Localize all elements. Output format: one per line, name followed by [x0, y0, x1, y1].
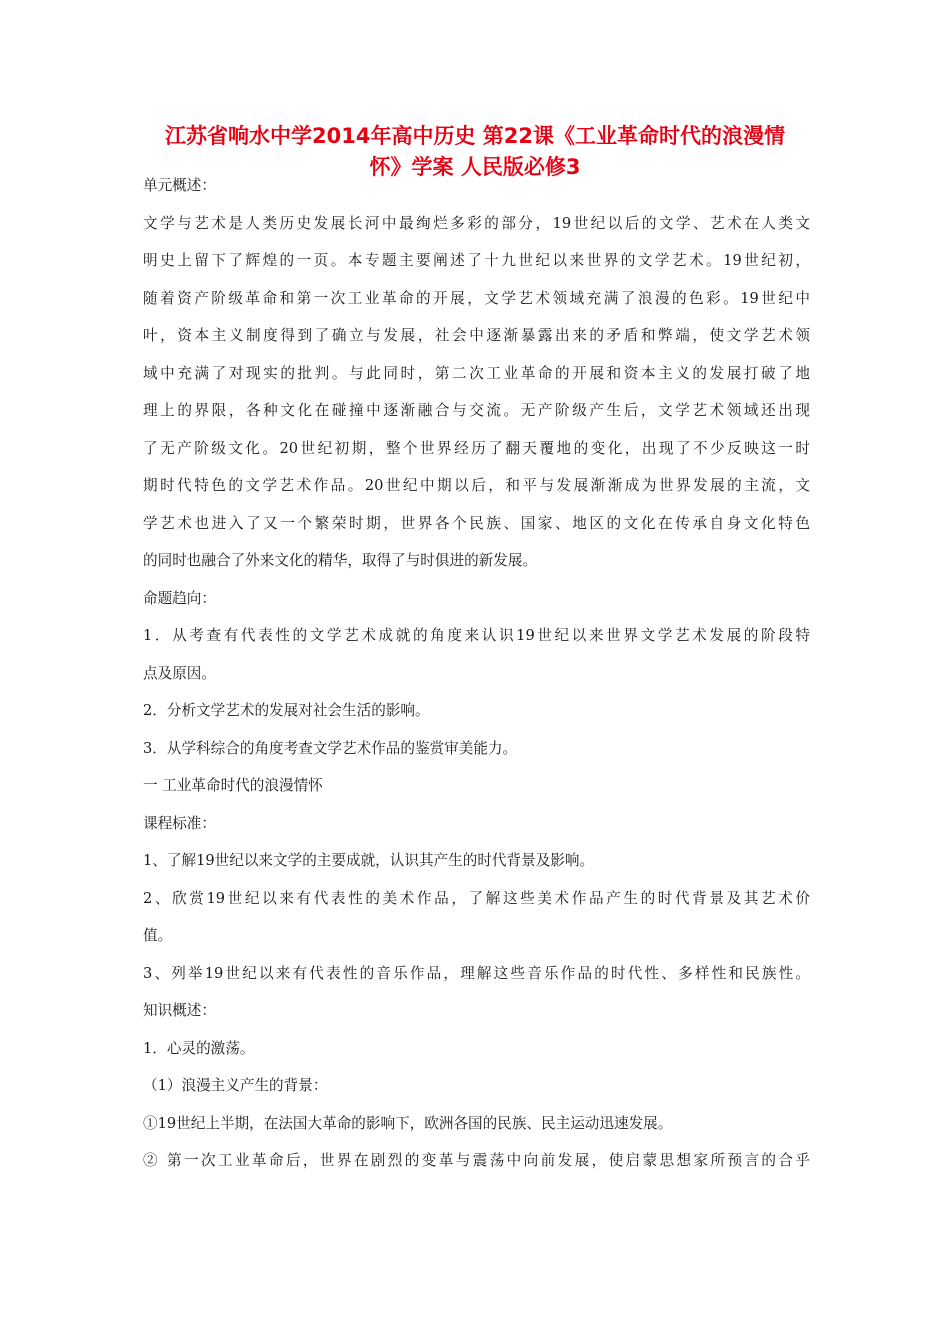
- text-line: 1．从考查有代表性的文学艺术成就的角度来认识19世纪以来世界文学艺术发展的阶段特: [143, 627, 810, 644]
- text-line: 域中充满了对现实的批判。与此同时，第二次工业革命的开展和资本主义的发展打破了地: [143, 364, 810, 382]
- text-line: 2、欣赏19世纪以来有代表性的美术作品，了解这些美术作品产生的时代背景及其艺术价: [143, 889, 810, 907]
- text-line: 的同时也融合了外来文化的精华，取得了与时俱进的新发展。: [143, 552, 538, 569]
- page-title: [140, 121, 810, 183]
- text-line: 命题趋向：: [143, 589, 216, 607]
- text-line: 理上的界限，各种文化在碰撞中逐渐融合与交流。无产阶级产生后，文学艺术领域还出现: [143, 402, 810, 419]
- text-line: 2．分析文学艺术的发展对社会生活的影响。: [143, 702, 430, 719]
- text-line: 1．心灵的激荡。: [143, 1039, 255, 1057]
- text-line: 知识概述：: [143, 1002, 216, 1019]
- text-line: 叶，资本主义制度得到了确立与发展，社会中逐渐暴露出来的矛盾和弊端，使文学艺术领: [143, 327, 810, 344]
- text-line: 3、列举19世纪以来有代表性的音乐作品，理解这些音乐作品的时代性、多样性和民族性。: [143, 964, 810, 982]
- text-line: 文学与艺术是人类历史发展长河中最绚烂多彩的部分，19世纪以后的文学、艺术在人类文: [143, 214, 810, 232]
- document-body: [143, 175, 810, 1188]
- text-line: 课程标准：: [143, 814, 216, 832]
- text-line: 随着资产阶级革命和第一次工业革命的开展，文学艺术领域充满了浪漫的色彩。19世纪中: [143, 289, 810, 307]
- title-line-2: 怀》学案 人民版必修3: [369, 155, 581, 179]
- text-line: （1）浪漫主义产生的背景：: [143, 1077, 328, 1094]
- text-line: 3．从学科综合的角度考查文学艺术作品的鉴赏审美能力。: [143, 739, 518, 757]
- text-line: ①19世纪上半期，在法国大革命的影响下，欧洲各国的民族、民主运动迅速发展。: [143, 1114, 673, 1132]
- text-line: 1、了解19世纪以来文学的主要成就，认识其产生的时代背景及影响。: [143, 852, 595, 869]
- text-line: 单元概述：: [143, 177, 216, 194]
- text-line: 了无产阶级文化。20世纪初期，整个世界经历了翻天覆地的变化，出现了不少反映这一时: [143, 439, 810, 457]
- text-line: 值。: [143, 927, 173, 944]
- text-line: 学艺术也进入了又一个繁荣时期，世界各个民族、国家、地区的文化在传承自身文化特色: [143, 514, 810, 532]
- text-line: 点及原因。: [143, 664, 216, 682]
- title-line-1: 江苏省响水中学2014年高中历史 第22课《工业革命时代的浪漫情: [165, 124, 785, 148]
- text-line: 一 工业革命时代的浪漫情怀: [143, 777, 323, 794]
- text-line: ② 第一次工业革命后，世界在剧烈的变革与震荡中向前发展，使启蒙思想家所预言的合乎: [143, 1152, 810, 1169]
- text-line: 明史上留下了辉煌的一页。本专题主要阐述了十九世纪以来世界的文学艺术。19世纪初，: [143, 252, 810, 269]
- text-line: 期时代特色的文学艺术作品。20世纪中期以后，和平与发展渐渐成为世界发展的主流，文: [143, 477, 810, 494]
